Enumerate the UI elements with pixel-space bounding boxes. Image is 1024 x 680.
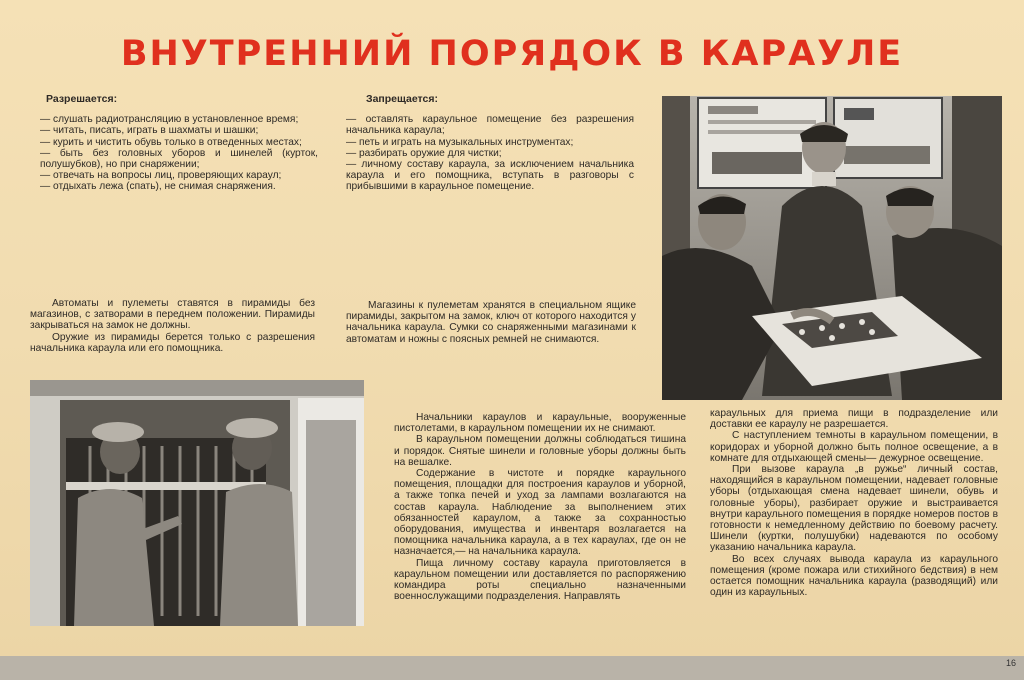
magazines-rules: [346, 300, 636, 345]
magazines-paragraph: Магазины к пулеметам хранятся в специальном ящике пирамиды, закрытом на замок, ключ от которого находится у начальника караула. Сумки со снаряженными магазинами к автоматам и ножны с поясных ремней не снимаются.: [346, 300, 636, 345]
allowed-section: [40, 94, 318, 193]
page-number: 16: [1005, 658, 1016, 668]
weapon-rack-photo-image: [30, 380, 364, 626]
weapons-rules: [30, 298, 315, 354]
right-paragraph: караульных для приема пищи в подразделение или доставки ее караулу не разрешается.: [710, 408, 998, 431]
allowed-heading: Разрешается:: [46, 93, 118, 105]
right-paragraph: Во всех случаях вывода караула из караульного помещения (кроме пожара или стихийного бедствия) в нем остается помощник начальника караула (разводящий) или один из караульных.: [710, 553, 998, 599]
allowed-item: — слушать радиотрансляцию в установленное время;: [40, 114, 299, 126]
photo-soldiers-playing-checkers: [662, 96, 1002, 400]
middle-paragraph: Начальники караулов и караульные, вооруженные пистолетами, в караульном помещении их не снимают.: [394, 412, 686, 435]
forbidden-heading: Запрещается:: [366, 93, 439, 105]
allowed-item: — быть без головных уборов и шинелей (курток, полушубков), но при снаряжении;: [40, 147, 318, 171]
forbidden-item: — разбирать оружие для чистки;: [346, 147, 502, 159]
allowed-item: — читать, писать, играть в шахматы и шашки;: [40, 125, 259, 137]
forbidden-item: — петь и играть на музыкальных инструментах;: [346, 136, 574, 148]
right-paragraph: При вызове караула „в ружье“ личный состав, находящийся в караульном помещении, надевает головные уборы (отдыхающая смена надевает шинели, обувь и головные уборы), разбирает оружие и выстраивается внутри караульного помещения в порядке номеров постов в готовности к немедленному действию по боевому расчету. Шинели (куртки, полушубки) надеваются по особому указанию начальника караула.: [710, 464, 998, 554]
allowed-item: — отвечать на вопросы лиц, проверяющих караул;: [40, 170, 282, 182]
allowed-item: — курить и чистить обувь только в отведенных местах;: [40, 136, 302, 148]
right-text-column: [710, 408, 998, 598]
allowed-item: — отдыхать лежа (спать), не снимая снаряжения.: [40, 181, 276, 193]
middle-text-column: [394, 412, 686, 602]
middle-paragraph: В караульном помещении должны соблюдаться тишина и порядок. Снятые шинели и головные уборы должны быть на вешалке.: [394, 434, 686, 468]
weapons-paragraph: Автоматы и пулеметы ставятся в пирамиды без магазинов, с затворами в переднем положении. Пирамиды закрываться на замок не должны.: [30, 298, 315, 332]
weapons-paragraph: Оружие из пирамиды берется только с разрешения начальника караула или его помощника.: [30, 331, 315, 354]
forbidden-item: — оставлять караульное помещение без разрешения начальника караула;: [346, 114, 634, 137]
middle-paragraph: Пища личному составу караула приготовляется в караульном помещении или доставляется по распоряжению командира роты специально назначенными военнослужащими подразделения. Направлять: [394, 557, 686, 603]
forbidden-item: — личному составу караула, за исключением начальника караула и его помощника, вступать в разговоры с прибывшими в караульное помещение.: [346, 159, 634, 193]
middle-paragraph: Содержание в чистоте и порядке караульного помещения, площадки для построения караулов и уборной, а также топка печей и уход за лампами возлагаются на состав караула. Наблюдение за выполнением этих обязанностей караулом, а также за сохранностью оборудования, имущества и инвентаря возлагается на помощника начальника караула, а в тех караулах, где он не назначается,— на начальника караула.: [394, 468, 686, 558]
poster-title: ВНУТРЕННИЙ ПОРЯДОК В КАРАУЛЕ: [120, 34, 904, 74]
bottom-edge: [0, 656, 1024, 680]
forbidden-section: [346, 94, 634, 193]
checkers-photo-image: [662, 96, 1002, 400]
photo-soldiers-at-weapon-rack: [30, 380, 364, 626]
right-paragraph: С наступлением темноты в караульном помещении, в коридорах и уборной должно быть полное освещение, а в комнате для отдыхающей смены— дежурное освещение.: [710, 430, 998, 464]
